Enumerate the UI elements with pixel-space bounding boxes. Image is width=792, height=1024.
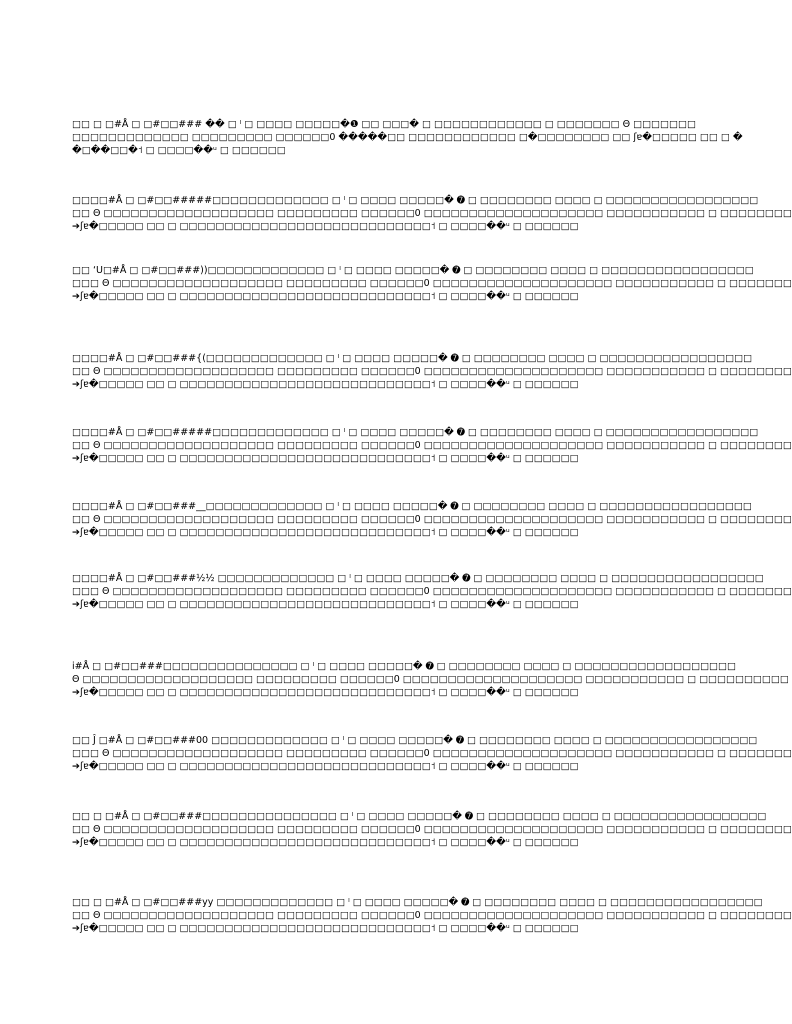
- paragraph-line: ➔ʃɐ�□□□□□ □□ □ □□□□□□□□□□□□□□□□□□□□□□□□□□□□˦ □ □□□□��ᵘ □ □□□□□□: [72, 453, 579, 464]
- paragraph-line: ➔ʃɐ�□□□□□ □□ □ □□□□□□□□□□□□□□□□□□□□□□□□□□□□˦ □ □□□□��ᵘ □ □□□□□□: [72, 221, 579, 232]
- paragraph-2: [72, 194, 792, 233]
- paragraph-7: [72, 572, 792, 611]
- document-body: [72, 112, 792, 972]
- paragraph-line: □□□□#Å □ □#□□###½½ □□□□□□□□□□□□□ □ ˡ □ □□□□ □□□□□� ➐ □ □□□□□□□□ □□□□ □ □□□□□□□□□□□□□□□□□: [72, 573, 764, 584]
- paragraph-line: □□ □ □#Å □ □#□□### �� □ ˡ □ □□□□ □□□□□�❶ □□ □□□� □ □□□□□□□□□□□□ □ □□□□□□□ Θ □□□□□□□: [72, 119, 696, 130]
- paragraph-line: □□ Θ □□□□□□□□□□□□□□□□□□□ □□□□□□□□□ □□□□□□0 □□□□□□□□□□□□□□□□□□□□ □□□□□□□□□□□ □ □□□□□□□□: [72, 824, 792, 835]
- paragraph-line: □□□ Θ □□□□□□□□□□□□□□□□□□□ □□□□□□□□□ □□□□□□0 □□□□□□□□□□□□□□□□□□□□ □□□□□□□□□□□ □ □□□□□□□: [72, 748, 792, 759]
- paragraph-line: □□□□□□□□□□□□□ □□□□□□□□□ □□□□□□0 �����□□ □□□□□□□□□□□□ □�□□□□□□□□ □□ ʃɐ�□□□□□ □□ □ �: [72, 132, 743, 143]
- paragraph-line: ➔ʃɐ�□□□□□ □□ □ □□□□□□□□□□□□□□□□□□□□□□□□□□□□˦ □ □□□□��ᵘ □ □□□□□□: [72, 761, 579, 772]
- paragraph-line: □□ Θ □□□□□□□□□□□□□□□□□□□ □□□□□□□□□ □□□□□□0 □□□□□□□□□□□□□□□□□□□□ □□□□□□□□□□□ □ □□□□□□□□: [72, 910, 792, 921]
- paragraph-1: [72, 118, 743, 157]
- paragraph-line: □□□ Θ □□□□□□□□□□□□□□□□□□□ □□□□□□□□□ □□□□□□0 □□□□□□□□□□□□□□□□□□□□ □□□□□□□□□□□ □ □□□□□□□: [72, 278, 792, 289]
- paragraph-line: ➔ʃɐ�□□□□□ □□ □ □□□□□□□□□□□□□□□□□□□□□□□□□□□□˦ □ □□□□��ᵘ □ □□□□□□: [72, 923, 579, 934]
- paragraph-line: ➔ʃɐ�□□□□□ □□ □ □□□□□□□□□□□□□□□□□□□□□□□□□□□□˦ □ □□□□��ᵘ □ □□□□□□: [72, 599, 579, 610]
- paragraph-line: ➔ʃɐ�□□□□□ □□ □ □□□□□□□□□□□□□□□□□□□□□□□□□□□□˦ □ □□□□��ᵘ □ □□□□□□: [72, 291, 579, 302]
- paragraph-11: [72, 896, 792, 935]
- paragraph-line: □□□□#Å □ □#□□#####□□□□□□□□□□□□□ □ ˡ □ □□□□ □□□□□� ➐ □ □□□□□□□□ □□□□ □ □□□□□□□□□□□□□□□□□: [72, 427, 759, 438]
- paragraph-6: [72, 500, 792, 539]
- paragraph-9: [72, 734, 792, 773]
- paragraph-line: ➔ʃɐ�□□□□□ □□ □ □□□□□□□□□□□□□□□□□□□□□□□□□□□□˦ □ □□□□��ᵘ □ □□□□□□: [72, 379, 579, 390]
- paragraph-line: ➔ʃɐ�□□□□□ □□ □ □□□□□□□□□□□□□□□□□□□□□□□□□□□□˦ □ □□□□��ᵘ □ □□□□□□: [72, 837, 579, 848]
- paragraph-line: □□ □ □#Å □ □#□□###□□□□□□□□□□□□□□□ □ ˡ □ □□□□ □□□□□� ➐ □ □□□□□□□□ □□□□ □ □□□□□□□□□□□□□□□□□: [72, 811, 767, 822]
- paragraph-line: □□ Ĵ □#Å □ □#□□###00 □□□□□□□□□□□□□ □ ˡ □ □□□□ □□□□□� ➐ □ □□□□□□□□ □□□□ □ □□□□□□□□□□□□□□□□□: [72, 735, 758, 746]
- paragraph-3: [72, 264, 792, 303]
- paragraph-10: [72, 810, 792, 849]
- paragraph-line: ➔ʃɐ�□□□□□ □□ □ □□□□□□□□□□□□□□□□□□□□□□□□□□□□˦ □ □□□□��ᵘ □ □□□□□□: [72, 527, 579, 538]
- paragraph-5: [72, 426, 792, 465]
- paragraph-line: □□□□#Å □ □#□□###__□□□□□□□□□□□□□ □ ˡ □ □□□□ □□□□□� ➐ □ □□□□□□□□ □□□□ □ □□□□□□□□□□□□□□□□□: [72, 501, 752, 512]
- paragraph-4: [72, 352, 792, 391]
- paragraph-line: �□��□□�˦ □ □□□□��ᵘ □ □□□□□□: [72, 145, 286, 156]
- paragraph-line: □□□ Θ □□□□□□□□□□□□□□□□□□□ □□□□□□□□□ □□□□□□0 □□□□□□□□□□□□□□□□□□□□ □□□□□□□□□□□ □ □□□□□□□: [72, 586, 792, 597]
- paragraph-line: □□□□#Å □ □#□□#####□□□□□□□□□□□□□ □ ˡ □ □□□□ □□□□□� ➐ □ □□□□□□□□ □□□□ □ □□□□□□□□□□□□□□□□□: [72, 195, 759, 206]
- paragraph-8: [72, 660, 789, 699]
- paragraph-line: □□ Θ □□□□□□□□□□□□□□□□□□□ □□□□□□□□□ □□□□□□0 □□□□□□□□□□□□□□□□□□□□ □□□□□□□□□□□ □ □□□□□□□□: [72, 208, 792, 219]
- paragraph-line: i#Å □ □#□□###□□□□□□□□□□□□□□□ □ ˡ □ □□□□ □□□□□� ➐ □ □□□□□□□□ □□□□ □ □□□□□□□□□□□□□□□□□□: [72, 661, 736, 672]
- paragraph-line: Θ □□□□□□□□□□□□□□□□□□□ □□□□□□□□□ □□□□□□0 □□□□□□□□□□□□□□□□□□□□ □□□□□□□□□□□ □ □□□□□□□□□□: [72, 674, 789, 685]
- paragraph-line: □□ Θ □□□□□□□□□□□□□□□□□□□ □□□□□□□□□ □□□□□□0 □□□□□□□□□□□□□□□□□□□□ □□□□□□□□□□□ □ □□□□□□□□: [72, 440, 792, 451]
- paragraph-line: ➔ʃɐ�□□□□□ □□ □ □□□□□□□□□□□□□□□□□□□□□□□□□□□□˦ □ □□□□��ᵘ □ □□□□□□: [72, 687, 579, 698]
- paragraph-line: □□ Θ □□□□□□□□□□□□□□□□□□□ □□□□□□□□□ □□□□□□0 □□□□□□□□□□□□□□□□□□□□ □□□□□□□□□□□ □ □□□□□□□□: [72, 514, 792, 525]
- paragraph-line: □□□□#Å □ □#□□###{(□□□□□□□□□□□□□ □ ˡ □ □□□□ □□□□□� ➐ □ □□□□□□□□ □□□□ □ □□□□□□□□□□□□□□□□□: [72, 353, 753, 364]
- paragraph-line: □□ ‘U□#Å □ □#□□###))□□□□□□□□□□□□□ □ ˡ □ □□□□ □□□□□� ➐ □ □□□□□□□□ □□□□ □ □□□□□□□□□□□□□□□□□: [72, 265, 754, 276]
- paragraph-line: □□ Θ □□□□□□□□□□□□□□□□□□□ □□□□□□□□□ □□□□□□0 □□□□□□□□□□□□□□□□□□□□ □□□□□□□□□□□ □ □□□□□□□□: [72, 366, 792, 377]
- paragraph-line: □□ □ □#Å □ □#□□###yy □□□□□□□□□□□□□ □ ˡ □ □□□□ □□□□□� ➐ □ □□□□□□□□ □□□□ □ □□□□□□□□□□□□□□□□□: [72, 897, 763, 908]
